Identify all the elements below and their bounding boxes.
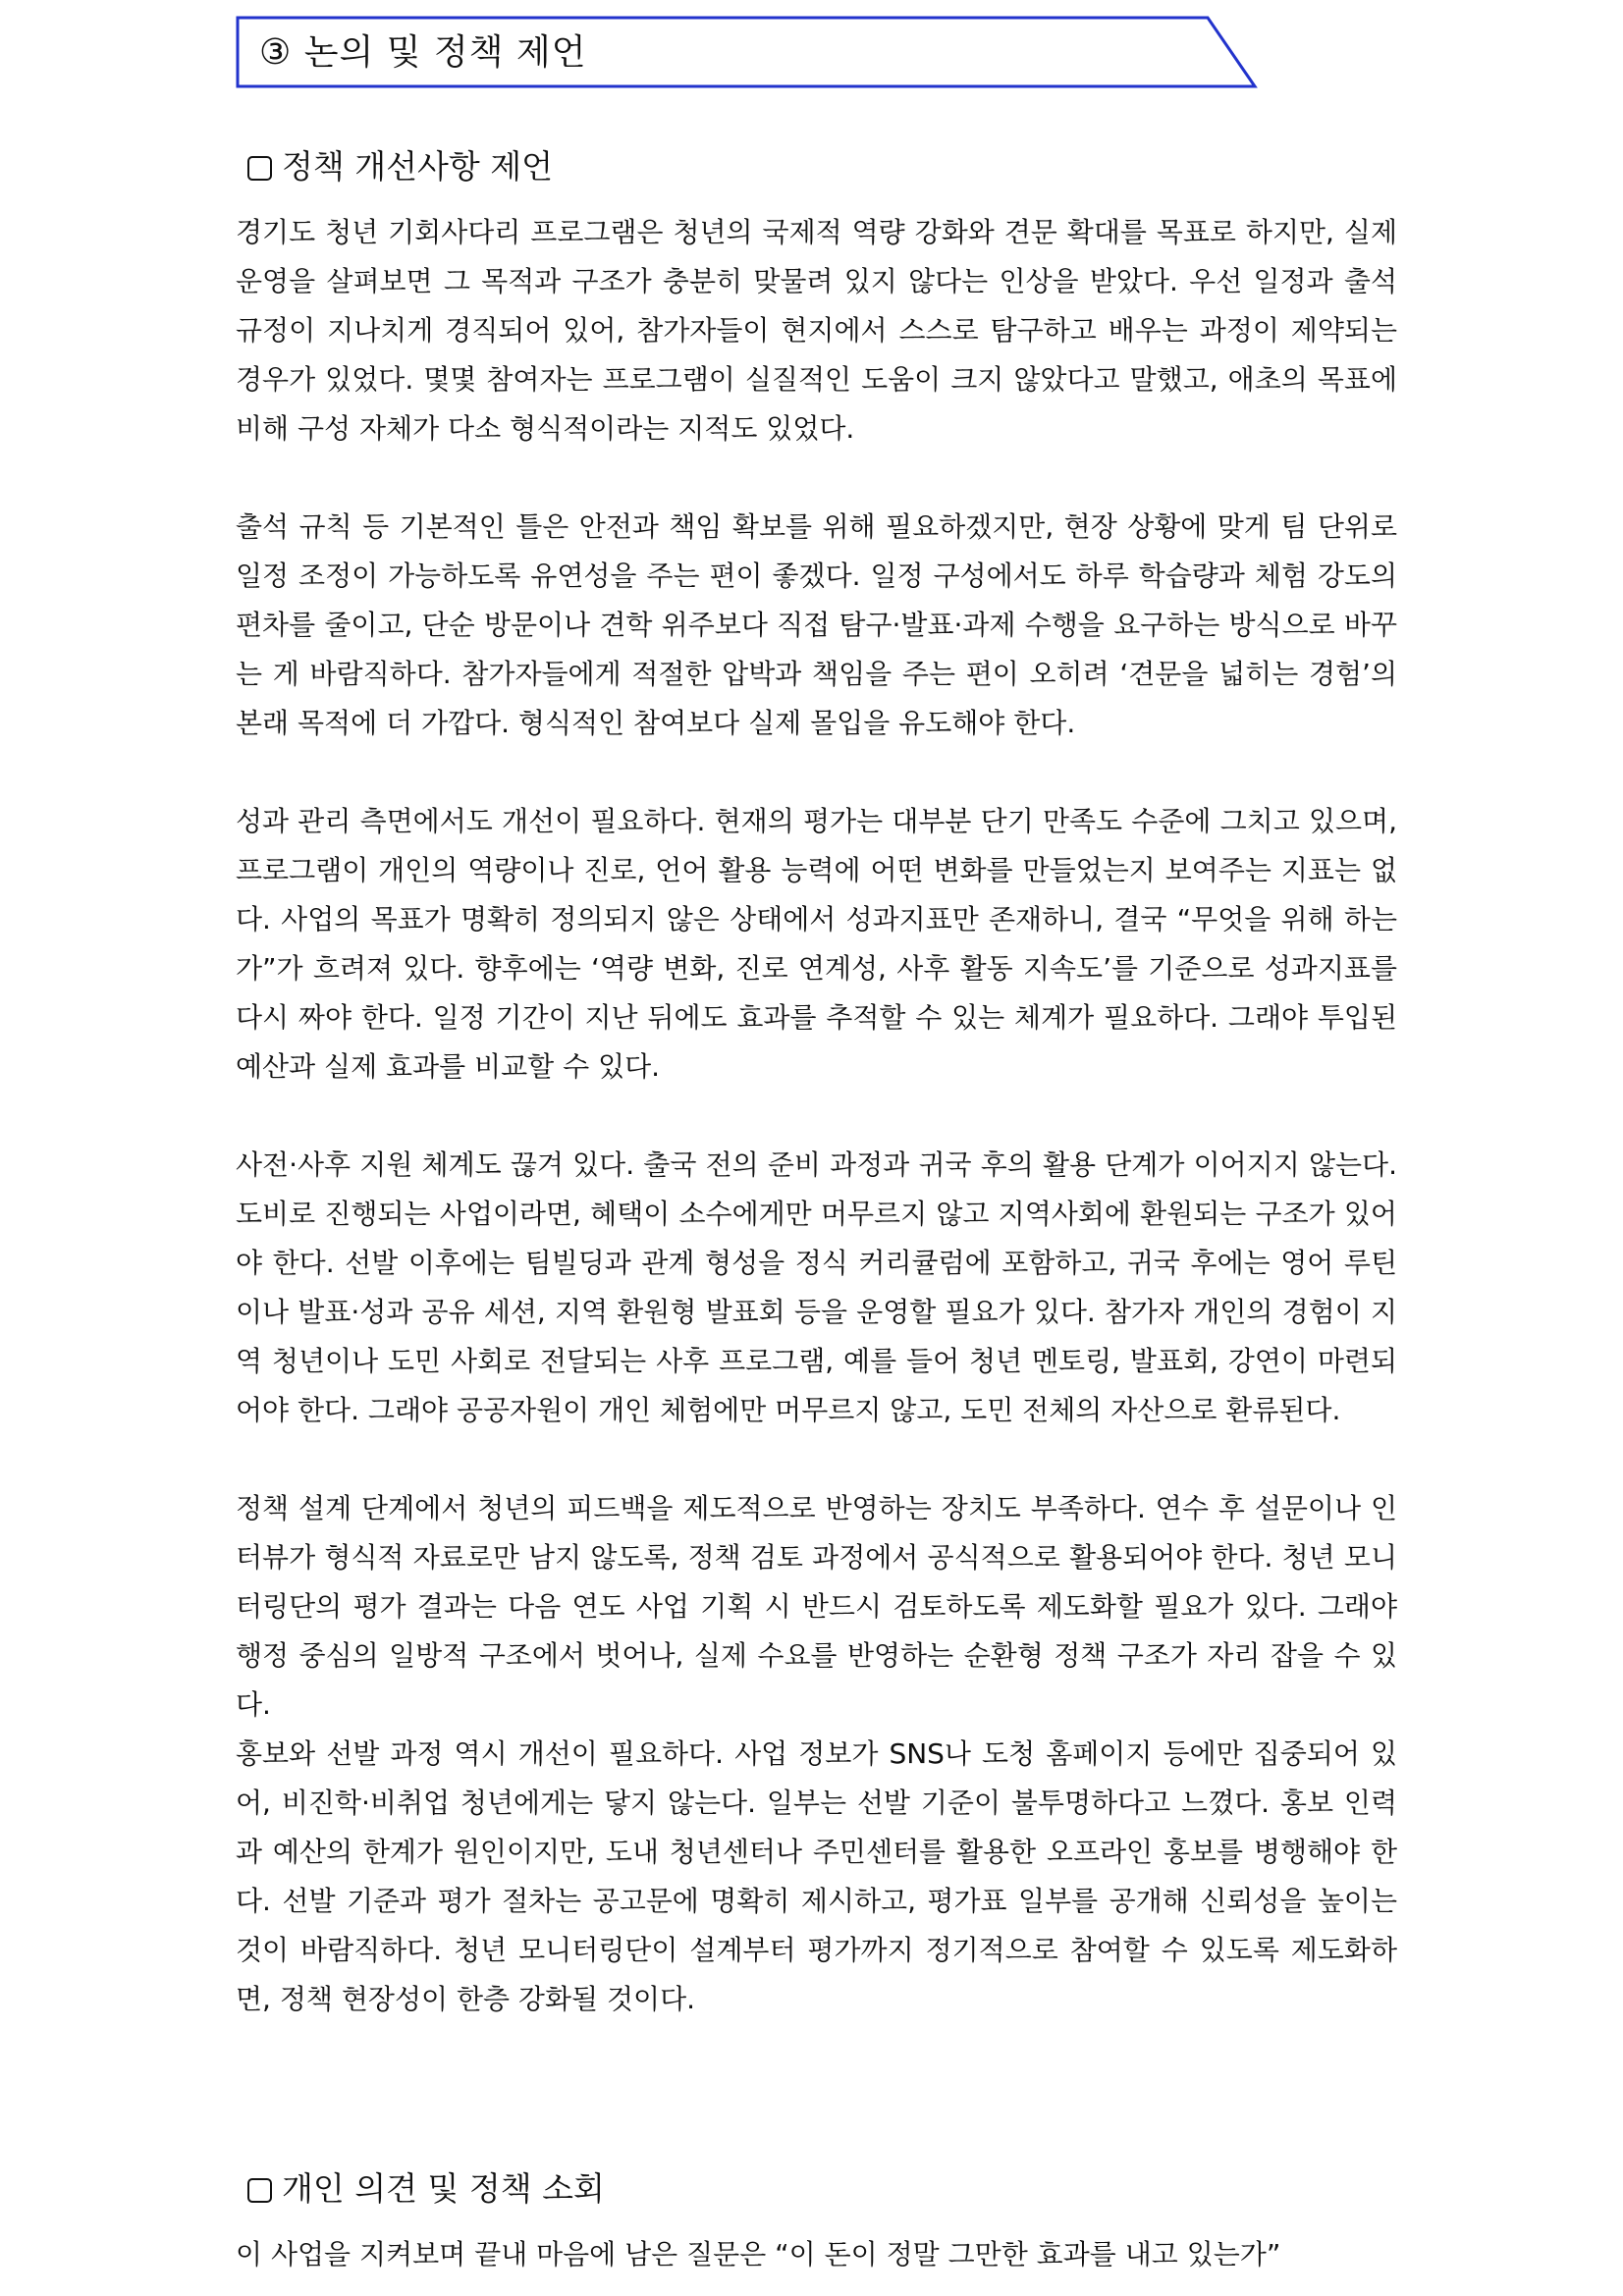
paragraph: 경기도 청년 기회사다리 프로그램은 청년의 국제적 역량 강화와 견문 확대를 목표로 하지만, 실제 운영을 살펴보면 그 목적과 구조가 충분히 맞물려 있지 않다는 인상을 받았다. 우선 일정과 출석 규정이 지나치게 경직되어 있어, 참가자들이 현지에서 스스로 탐구하고 배우는 과정이 제약되는 경우가 있었다. 몇몇 참여자는 프로그램이 실질적인 도움이 크지 않았다고 말했고, 애초의 목표에 비해 구성 자체가 다소 형식적이라는 지적도 있었다. xyxy=(236,216,1397,445)
paragraph: 성과 관리 측면에서도 개선이 필요하다. 현재의 평가는 대부분 단기 만족도 수준에 그치고 있으며, 프로그램이 개인의 역량이나 진로, 언어 활용 능력에 어떤 변화를 만들었는지 보여주는 지표는 없다. 사업의 목표가 명확히 정의되지 않은 상태에서 성과지표만 존재하니, 결국 “무엇을 위해 하는가”가 흐려져 있다. 향후에는 ‘역량 변화, 진로 연계성, 사후 활동 지속도’를 기준으로 성과지표를 다시 짜야 한다. 일정 기간이 지난 뒤에도 효과를 추적할 수 있는 체계가 필요하다. 그래야 투입된 예산과 실제 효과를 비교할 수 있다. xyxy=(236,805,1397,1083)
section-title: ③ 논의 및 정책 제언 xyxy=(259,32,587,73)
paragraph: 출석 규칙 등 기본적인 틀은 안전과 책임 확보를 위해 필요하겠지만, 현장 상황에 맞게 팀 단위로 일정 조정이 가능하도록 유연성을 주는 편이 좋겠다. 일정 구성에서도 하루 학습량과 체험 강도의 편차를 줄이고, 단순 방문이나 견학 위주보다 직접 탐구·발표·과제 수행을 요구하는 방식으로 바꾸는 게 바람직하다. 참가자들에게 적절한 압박과 책임을 주는 편이 오히려 ‘견문을 넓히는 경험’의 본래 목적에 더 가깝다. 형식적인 참여보다 실제 몰입을 유도해야 한다. xyxy=(236,510,1397,739)
subsection-heading-policy-improvements xyxy=(247,143,553,190)
paragraph: 사전·사후 지원 체계도 끊겨 있다. 출국 전의 준비 과정과 귀국 후의 활용 단계가 이어지지 않는다. 도비로 진행되는 사업이라면, 혜택이 소수에게만 머무르지 않고 지역사회에 환원되는 구조가 있어야 한다. 선발 이후에는 팀빌딩과 관계 형성을 정식 커리큘럼에 포함하고, 귀국 후에는 영어 루틴이나 발표·성과 공유 세션, 지역 환원형 발표회 등을 운영할 필요가 있다. 참가자 개인의 경험이 지역 청년이나 도민 사회로 전달되는 사후 프로그램, 예를 들어 청년 멘토링, 발표회, 강연이 마련되어야 한다. 그래야 공공자원이 개인 체험에만 머무르지 않고, 도민 전체의 자산으로 환류된다. xyxy=(236,1148,1397,1426)
paragraph: 홍보와 선발 과정 역시 개선이 필요하다. 사업 정보가 SNS나 도청 홈페이지 등에만 집중되어 있어, 비진학·비취업 청년에게는 닿지 않는다. 일부는 선발 기준이 불투명하다고 느꼈다. 홍보 인력과 예산의 한계가 원인이지만, 도내 청년센터나 주민센터를 활용한 오프라인 홍보를 병행해야 한다. 선발 기준과 평가 절차는 공고문에 명확히 제시하고, 평가표 일부를 공개해 신뢰성을 높이는 것이 바람직하다. 청년 모니터링단이 설계부터 평가까지 정기적으로 참여할 수 있도록 제도화하면, 정책 현장성이 한층 강화될 것이다. xyxy=(236,1737,1397,2015)
paragraph: 정책 설계 단계에서 청년의 피드백을 제도적으로 반영하는 장치도 부족하다. 연수 후 설문이나 인터뷰가 형식적 자료로만 남지 않도록, 정책 검토 과정에서 공식적으로 활용되어야 한다. 청년 모니터링단의 평가 결과는 다음 연도 사업 기획 시 반드시 검토하도록 제도화할 필요가 있다. 그래야 행정 중심의 일방적 구조에서 벗어나, 실제 수요를 반영하는 순환형 정책 구조가 자리 잡을 수 있다. xyxy=(236,1492,1397,1721)
subsection-heading-personal-opinion xyxy=(247,2165,605,2213)
checkbox-square-icon xyxy=(247,156,272,181)
paragraph: 이 사업을 지켜보며 끝내 마음에 남은 질문은 “이 돈이 정말 그만한 효과를 내고 있는가” xyxy=(236,2238,1281,2270)
section-header xyxy=(236,16,1259,90)
subsection-heading-text: 개인 의견 및 정책 소회 xyxy=(282,2169,605,2208)
subsection-heading-text: 정책 개선사항 제언 xyxy=(282,147,554,186)
subsection-body-personal-opinion xyxy=(236,2230,1397,2279)
subsection-body-policy-improvements xyxy=(236,208,1397,2024)
checkbox-square-icon xyxy=(247,2178,272,2203)
